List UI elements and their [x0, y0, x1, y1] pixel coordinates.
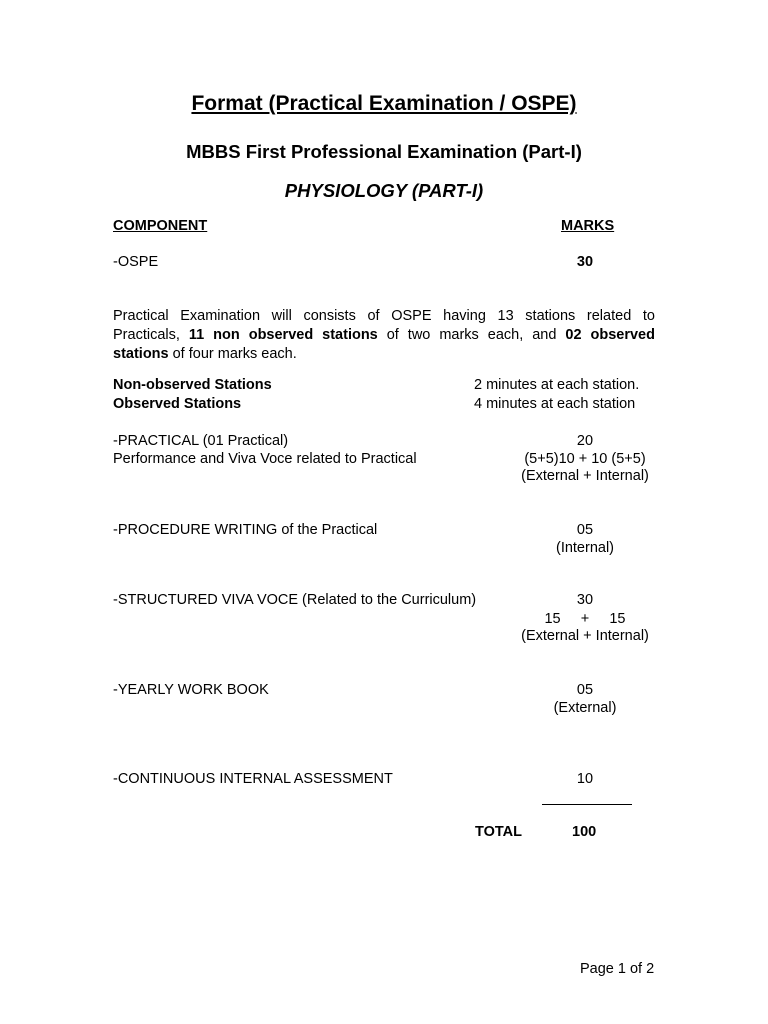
non-observed-stations-time: 2 minutes at each station.	[474, 377, 640, 393]
practical-sublabel: Performance and Viva Voce related to Practical	[113, 451, 417, 467]
practical-marks: 20	[576, 433, 594, 449]
procedure-writing-label: -PROCEDURE WRITING of the Practical	[113, 522, 378, 538]
description-line-3: stations of four marks each.	[113, 346, 297, 362]
total-label: TOTAL	[475, 824, 522, 840]
procedure-writing-marks: 05	[576, 522, 594, 538]
observed-stations-label: Observed Stations	[113, 396, 242, 412]
practical-assessor: (External + Internal)	[521, 468, 649, 484]
marks-column-header: MARKS	[561, 218, 615, 234]
document-subtitle: MBBS First Professional Examination (Part-I)	[186, 141, 582, 162]
internal-assessment-label: -CONTINUOUS INTERNAL ASSESSMENT	[113, 771, 393, 787]
viva-voce-marks: 30	[576, 592, 594, 608]
non-observed-stations-label: Non-observed Stations	[113, 377, 272, 393]
procedure-writing-assessor: (Internal)	[555, 540, 615, 556]
work-book-label: -YEARLY WORK BOOK	[113, 682, 269, 698]
description-line-2: Practicals, 11 non observed stations of two marks each, and 02 observed	[113, 327, 655, 343]
ospe-marks: 30	[576, 254, 594, 270]
description-line-1: Practical Examination will consists of OSPE having 13 stations related to	[113, 308, 655, 324]
viva-voce-assessor: (External + Internal)	[521, 628, 649, 644]
total-divider	[542, 804, 632, 805]
viva-voce-breakdown: 15 + 15	[544, 611, 626, 627]
total-value: 100	[572, 824, 597, 840]
practical-breakdown: (5+5)10 + 10 (5+5)	[524, 451, 646, 467]
component-column-header: COMPONENT	[113, 218, 208, 234]
ospe-label: -OSPE	[113, 254, 159, 270]
page-number: Page 1 of 2	[580, 961, 655, 977]
subject-heading: PHYSIOLOGY (PART-I)	[284, 180, 484, 201]
ospe-description	[113, 307, 655, 364]
document-title: Format (Practical Examination / OSPE)	[191, 92, 577, 115]
work-book-assessor: (External)	[553, 700, 617, 716]
observed-stations-time: 4 minutes at each station	[474, 396, 636, 412]
work-book-marks: 05	[576, 682, 594, 698]
practical-label: -PRACTICAL (01 Practical)	[113, 433, 289, 449]
internal-assessment-marks: 10	[576, 771, 594, 787]
viva-voce-label: -STRUCTURED VIVA VOCE (Related to the Curriculum)	[113, 592, 477, 608]
